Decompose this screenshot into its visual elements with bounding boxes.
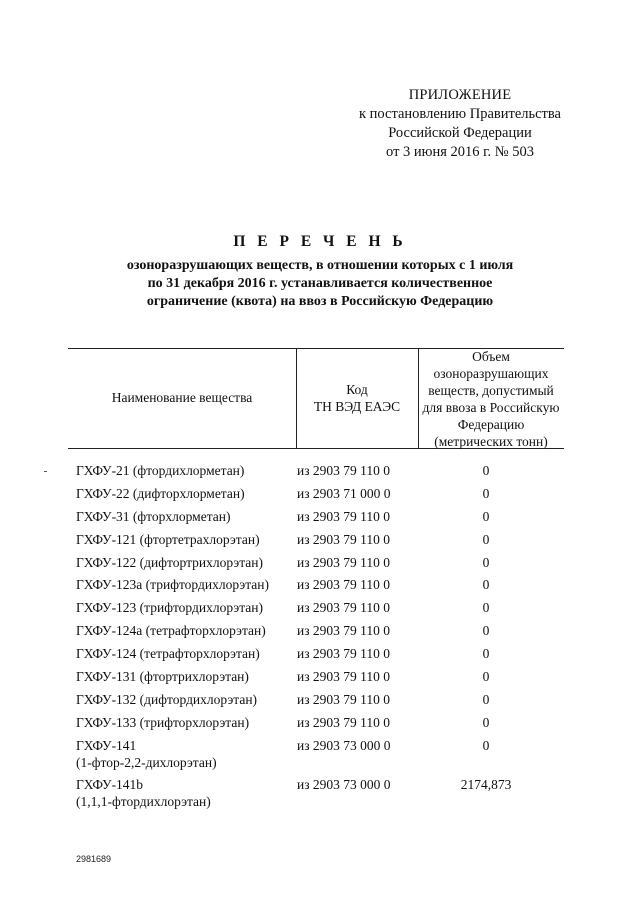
appendix-line: Российской Федерации [388, 125, 532, 141]
customs-code: из 2903 79 110 0 [297, 532, 391, 547]
customs-code: из 2903 79 110 0 [297, 600, 391, 615]
header-qty-line: Объем [472, 349, 510, 364]
quota-quantity: 0 [482, 623, 490, 638]
substance-name-line: ГХФУ-122 (дифтортрихлорэтан) [76, 555, 263, 570]
substance-name-line: ГХФУ-124а (тетрафторхлорэтан) [76, 623, 266, 638]
customs-code: из 2903 79 110 0 [297, 577, 391, 592]
substance-name-line: ГХФУ-31 (фторхлорметан) [76, 509, 231, 524]
appendix-line: от 3 июня 2016 г. № 503 [386, 144, 534, 160]
customs-code: из 2903 73 000 0 [297, 738, 391, 753]
document-title: П Е Р Е Ч Е Н Ь [233, 233, 407, 250]
substance-name [76, 531, 296, 548]
header-qty-line: Федерацию [457, 417, 525, 432]
substance-name-line: ГХФУ-133 (трифторхлорэтан) [76, 715, 250, 730]
appendix-block [330, 86, 590, 162]
quota-quantity: 0 [482, 532, 490, 547]
header-qty-line: (метрических тонн) [434, 434, 548, 449]
quota-quantity: 0 [482, 555, 490, 570]
quota-quantity: 0 [482, 577, 490, 592]
header-qty-line: озоноразрушающих [433, 366, 549, 381]
customs-code: из 2903 79 110 0 [297, 463, 391, 478]
substance-name-line: ГХФУ-141b [76, 777, 144, 792]
quota-quantity: 2174,873 [460, 777, 512, 792]
header-name-text: Наименование вещества [111, 390, 253, 405]
header-name [68, 389, 296, 406]
substance-name-line: ГХФУ-121 (фтортетрахлорэтан) [76, 532, 260, 547]
header-code-line: Код [346, 382, 368, 397]
substance-name [76, 737, 296, 771]
substance-name-line: ГХФУ-21 (фтордихлорметан) [76, 463, 245, 478]
document-id: 2981689 [76, 854, 112, 864]
header-code [296, 381, 418, 415]
substance-name [76, 622, 296, 639]
customs-code: из 2903 79 110 0 [297, 715, 391, 730]
header-qty-line: веществ, допустимый [428, 383, 554, 398]
substance-name-line: (1-фтор-2,2-дихлорэтан) [76, 755, 217, 770]
customs-code: из 2903 73 000 0 [297, 777, 391, 792]
margin-mark [44, 471, 47, 472]
substance-name-line: ГХФУ-131 (фтортрихлорэтан) [76, 669, 249, 684]
customs-code: из 2903 79 110 0 [297, 669, 391, 684]
quota-quantity: 0 [482, 646, 490, 661]
substance-name [76, 508, 296, 525]
quota-quantity: 0 [482, 692, 490, 707]
quota-quantity: 0 [482, 600, 490, 615]
substance-name-line: (1,1,1-фтордихлорэтан) [76, 794, 211, 809]
quota-quantity: 0 [482, 463, 490, 478]
substance-name [76, 691, 296, 708]
substance-name-line: ГХФУ-124 (тетрафторхлорэтан) [76, 646, 260, 661]
substance-name-line: ГХФУ-22 (дифторхлорметан) [76, 486, 245, 501]
subtitle-line: озоноразрушающих веществ, в отношении которых с 1 июля [126, 258, 514, 273]
header-quantity [418, 348, 564, 450]
substance-name-line: ГХФУ-123а (трифтордихлорэтан) [76, 577, 269, 592]
quota-quantity: 0 [482, 509, 490, 524]
substance-name [76, 554, 296, 571]
substance-name [76, 462, 296, 479]
appendix-heading: ПРИЛОЖЕНИЕ [408, 87, 512, 103]
subtitle-line: ограничение (квота) на ввоз в Российскую Федерацию [146, 294, 494, 309]
appendix-line: к постановлению Правительства [359, 106, 561, 122]
quota-quantity: 0 [482, 715, 490, 730]
substance-name [76, 645, 296, 662]
substance-name [76, 485, 296, 502]
quota-quantity: 0 [482, 486, 490, 501]
header-qty-line: для ввоза в Российскую [422, 400, 560, 415]
customs-code: из 2903 79 110 0 [297, 555, 391, 570]
subtitle-line: по 31 декабря 2016 г. устанавливается количественное [147, 276, 493, 291]
substance-name [76, 599, 296, 616]
substance-name [76, 576, 296, 593]
customs-code: из 2903 79 110 0 [297, 623, 391, 638]
document-subtitle [80, 257, 560, 311]
substance-name-line: ГХФУ-141 [76, 738, 137, 753]
customs-code: из 2903 79 110 0 [297, 646, 391, 661]
substance-name-line: ГХФУ-123 (трифтордихлорэтан) [76, 600, 263, 615]
substance-name-line: ГХФУ-132 (дифтордихлорэтан) [76, 692, 258, 707]
quota-quantity: 0 [482, 669, 490, 684]
header-code-line: ТН ВЭД ЕАЭС [313, 399, 401, 414]
quota-quantity: 0 [482, 738, 490, 753]
customs-code: из 2903 79 110 0 [297, 692, 391, 707]
customs-code: из 2903 71 000 0 [297, 486, 391, 501]
substance-name [76, 776, 296, 810]
customs-code: из 2903 79 110 0 [297, 509, 391, 524]
substance-name [76, 714, 296, 731]
substance-name [76, 668, 296, 685]
